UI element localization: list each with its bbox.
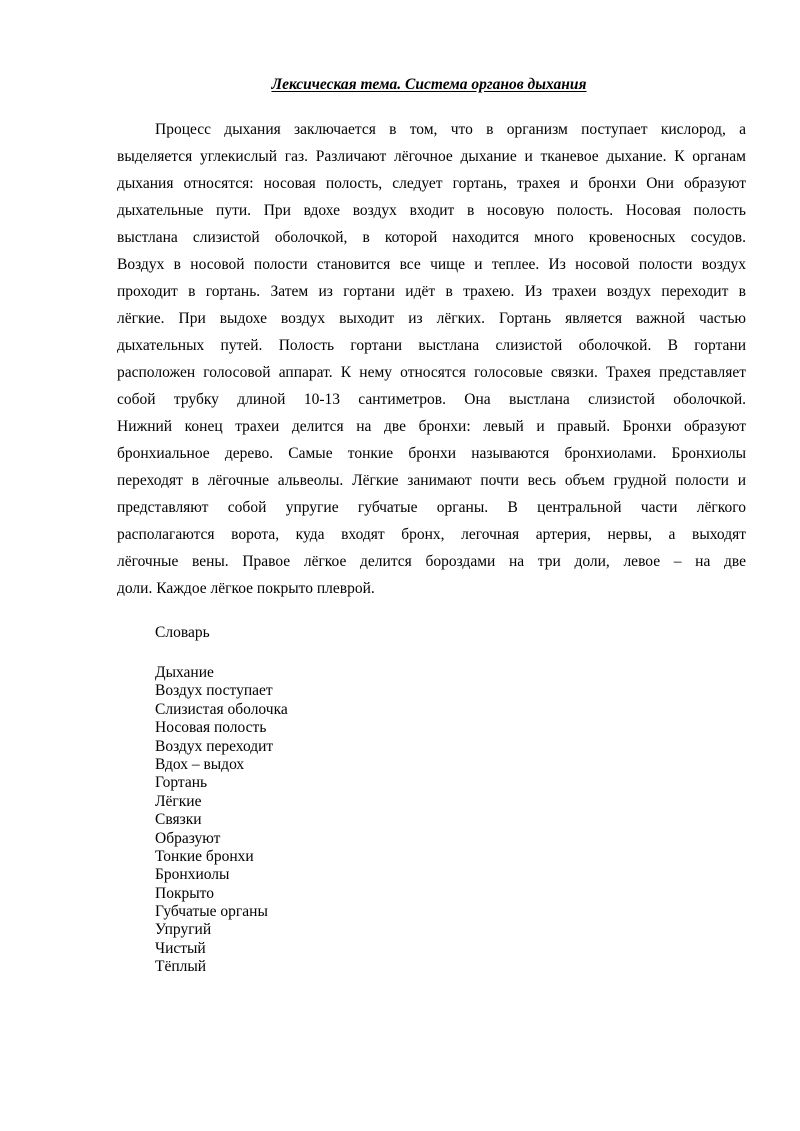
vocabulary-item: Упругий bbox=[155, 921, 212, 939]
paragraph-line: представляют собой упругие губчатые органы. В центральной части лёгкого bbox=[117, 499, 746, 516]
vocabulary-list bbox=[155, 664, 288, 977]
vocabulary-item: Тёплый bbox=[155, 958, 207, 976]
paragraph-line: бронхиальное дерево. Самые тонкие бронхи называются бронхиолами. Бронхиолы bbox=[117, 445, 746, 462]
vocabulary-item: Воздух переходит bbox=[155, 737, 274, 755]
vocabulary-item: Покрыто bbox=[155, 884, 214, 902]
paragraph-line: Процесс дыхания заключается в том, что в организм поступает кислород, а bbox=[155, 121, 746, 138]
paragraph-line: Нижний конец трахеи делится на две бронхи: левый и правый. Бронхи образуют bbox=[117, 418, 746, 435]
paragraph-line: лёгкие. При выдохе воздух выходит из лёгких. Гортань является важной частью bbox=[117, 310, 746, 327]
document-title: Лексическая тема. Система органов дыхания bbox=[271, 76, 587, 93]
paragraph-line: переходят в лёгочные альвеолы. Лёгкие занимают почти весь объем грудной полости и bbox=[117, 472, 746, 489]
paragraph-line: дыхания относятся: носовая полость, следует гортань, трахея и бронхи Они образуют bbox=[117, 175, 746, 192]
vocabulary-item: Носовая полость bbox=[155, 719, 267, 737]
main-paragraph bbox=[117, 116, 746, 602]
vocabulary-item: Лёгкие bbox=[155, 792, 202, 810]
paragraph-line: проходит в гортань. Затем из гортани идёт в трахею. Из трахеи воздух переходит в bbox=[117, 283, 746, 300]
vocabulary-item: Связки bbox=[155, 811, 202, 829]
vocabulary-item: Вдох – выдох bbox=[155, 755, 245, 773]
paragraph-line: дыхательных путей. Полость гортани выстлана слизистой оболочкой. В гортани bbox=[117, 337, 746, 354]
vocabulary-item: Чистый bbox=[155, 939, 206, 957]
paragraph-line: расположен голосовой аппарат. К нему относятся голосовые связки. Трахея представляет bbox=[117, 364, 746, 381]
vocabulary-item: Дыхание bbox=[155, 664, 214, 681]
paragraph-line: выделяется углекислый газ. Различают лёгочное дыхание и тканевое дыхание. К органам bbox=[117, 148, 746, 165]
paragraph-line: дыхательные пути. При вдохе воздух входит в носовую полость. Носовая полость bbox=[117, 202, 746, 219]
paragraph-line: располагаются ворота, куда входят бронх, легочная артерия, нервы, а выходят bbox=[117, 526, 746, 543]
paragraph-line: выстлана слизистой оболочкой, в которой находится много кровеносных сосудов. bbox=[117, 229, 746, 246]
vocabulary-item: Гортань bbox=[155, 774, 208, 792]
paragraph-line: Воздух в носовой полости становится все чище и теплее. Из носовой полости воздух bbox=[117, 256, 746, 273]
paragraph-line: собой трубку длиной 10-13 сантиметров. Она выстлана слизистой оболочкой. bbox=[117, 391, 746, 408]
vocabulary-heading: Словарь bbox=[155, 624, 210, 641]
vocabulary-item: Бронхиолы bbox=[155, 866, 230, 884]
paragraph-line: доли. Каждое лёгкое покрыто плеврой. bbox=[117, 580, 375, 597]
vocabulary-item: Воздух поступает bbox=[155, 682, 273, 700]
vocabulary-item: Слизистая оболочка bbox=[155, 700, 288, 718]
vocabulary-item: Губчатые органы bbox=[155, 903, 268, 921]
vocabulary-item: Образуют bbox=[155, 829, 221, 847]
vocabulary-item: Тонкие бронхи bbox=[155, 847, 254, 865]
paragraph-line: лёгочные вены. Правое лёгкое делится бороздами на три доли, левое – на две bbox=[117, 553, 746, 570]
